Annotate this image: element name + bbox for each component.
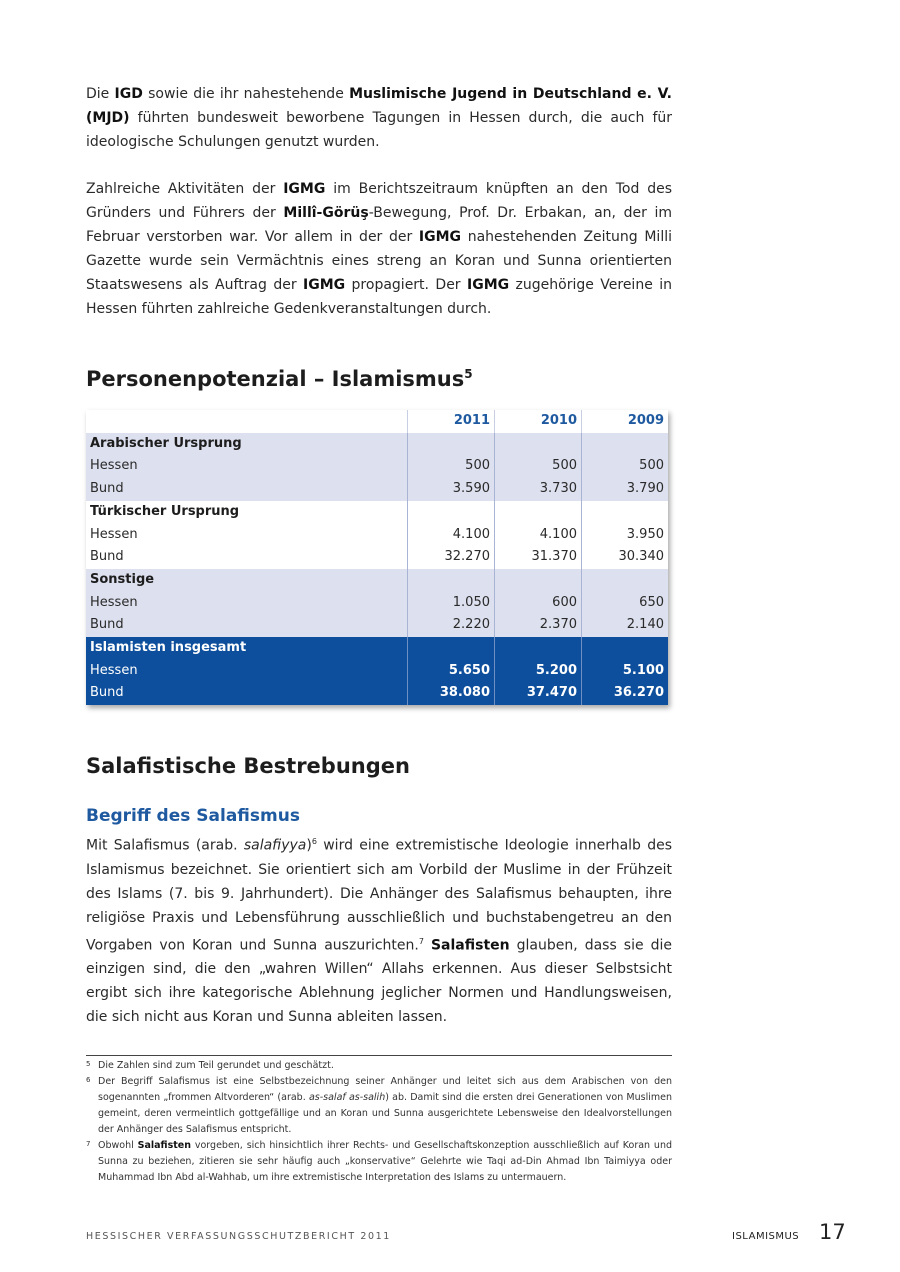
table-cell: 31.370	[495, 546, 582, 569]
table-cell: 36.270	[582, 682, 669, 705]
table-cell: 600	[495, 592, 582, 615]
table-cell: 5.100	[582, 660, 669, 683]
row-label: Bund	[86, 614, 408, 637]
table-cell: 4.100	[495, 524, 582, 547]
year-header: 2009	[582, 410, 669, 433]
table-cell: 500	[408, 455, 495, 478]
table-row	[86, 546, 668, 569]
section-heading: Salafistische Bestrebungen	[86, 754, 410, 778]
footnote-ref-6: 6	[311, 837, 317, 846]
row-label: Hessen	[86, 524, 408, 547]
footnote-7: 7 Obwohl Salafisten vorgeben, sich hinsichtlich ihrer Rechts- und Gesellschaftskonzeption ausschließlich auf Koran und Sunna zu beziehen, zitieren sie sehr häufig auch „konservative“ Gelehrte wie Taqi ad-Din Ahmad Ibn Taimiyya oder Muhammad Ibn Abd al-Wahhab, um ihre extremistische Interpretation des Islams zu untermauern.	[86, 1140, 672, 1183]
group-label: Arabischer Ursprung	[86, 433, 408, 456]
table-cell: 500	[582, 455, 669, 478]
footnote-ref-7: 7	[418, 936, 424, 946]
table-cell: 3.790	[582, 478, 669, 501]
table-cell: 3.950	[582, 524, 669, 547]
table-cell: 38.080	[408, 682, 495, 705]
row-label: Hessen	[86, 455, 408, 478]
table-cell: 500	[495, 455, 582, 478]
footnote-ref-5: 5	[464, 367, 473, 381]
intro-paragraph-2: Zahlreiche Aktivitäten der IGMG im Berichtszeitraum knüpften an den Tod des Gründers und Führers der Millî-Görüş-Bewegung, Prof. Dr. Erbakan, an, der im Februar verstorben war. Vor allem in der der IGMG nahestehenden Zeitung Milli Gazette wurde sein Vermächtnis eines streng an Koran und Sunna orientierten Staatswesens als Auftrag der IGMG propagiert. Der IGMG zugehörige Vereine in Hessen führten zahlreiche Gedenkveranstaltungen durch.	[86, 181, 673, 317]
table-cell: 2.140	[582, 614, 669, 637]
table-row	[86, 455, 668, 478]
salafism-paragraph: Mit Salafismus (arab. salafiyya)$^6$ wird eine extremistische Ideologie innerhalb des Islamismus bezeichnet. Sie orientiert sich am Vorbild der Muslime in der Frühzeit des Islams (7. bis 9. Jahrhundert). Die Anhänger des Salafismus behaupten, ihre religiöse Praxis und Lebensführung ausschließlich und buchstabengetreu an den Vorgaben von Koran und Sunna auszurichten.$^7$ Salafisten glauben, dass sie die einzigen sind, die den „wahren Willen“ Allahs erkennen. Aus dieser Selbstsicht ergibt sich ihre kategorische Ablehnung jeglicher Normen und Handlungsweisen, die sich nicht aus Koran und Sunna ableiten lassen.	[86, 837, 673, 1026]
row-label: Hessen	[86, 592, 408, 615]
group-label: Islamisten insgesamt	[86, 637, 408, 660]
total-row	[86, 660, 668, 683]
table-cell: 4.100	[408, 524, 495, 547]
footnote-5: 5 Die Zahlen sind zum Teil gerundet und geschätzt.	[86, 1060, 334, 1071]
footnotes	[86, 1058, 672, 1186]
table-cell: 2.370	[495, 614, 582, 637]
table-cell: 5.650	[408, 660, 495, 683]
table-cell: 650	[582, 592, 669, 615]
table-cell: 37.470	[495, 682, 582, 705]
personnel-table	[86, 410, 668, 705]
table-cell: 32.270	[408, 546, 495, 569]
row-label: Bund	[86, 478, 408, 501]
table-row	[86, 478, 668, 501]
table-row	[86, 614, 668, 637]
salafism-section	[86, 830, 672, 1029]
table-cell: 3.590	[408, 478, 495, 501]
table-cell: 2.220	[408, 614, 495, 637]
table-heading: Personenpotenzial – Islamismus$^5$	[86, 367, 473, 391]
year-header: 2011	[408, 410, 495, 433]
row-label: Hessen	[86, 660, 408, 683]
table-row	[86, 524, 668, 547]
table-cell: 5.200	[495, 660, 582, 683]
group-label: Türkischer Ursprung	[86, 501, 408, 524]
header-empty-cell	[86, 410, 408, 433]
total-group-row	[86, 637, 668, 660]
group-row	[86, 433, 668, 456]
running-footer-title: HESSISCHER VERFASSUNGSSCHUTZBERICHT 2011	[86, 1231, 391, 1242]
table-row	[86, 592, 668, 615]
table-cell: 1.050	[408, 592, 495, 615]
running-footer-section: ISLAMISMUS	[732, 1231, 800, 1242]
group-row	[86, 569, 668, 592]
group-row	[86, 501, 668, 524]
table-cell: 30.340	[582, 546, 669, 569]
page-number: 17	[819, 1220, 846, 1244]
footnote-divider	[86, 1055, 672, 1056]
footnote-6: 6 Der Begriff Salafismus ist eine Selbstbezeichnung seiner Anhänger und leitet sich aus dem Arabischen von den sogenannten „frommen Altvorderen“ (arab. as-salaf as-salih) ab. Damit sind die ersten drei Generationen von Muslimen gemeint, deren vermeintlich gottgefällige und an Koran und Sunna ausgerichtete Lebensweise den Idealvorstellungen der Anhänger des Salafismus entspricht.	[86, 1076, 672, 1135]
group-label: Sonstige	[86, 569, 408, 592]
intro-paragraph-1: Die IGD sowie die ihr nahestehende Muslimische Jugend in Deutschland e. V. (MJD) führten bundesweit beworbene Tagungen in Hessen durch, die auch für ideologische Schulungen genutzt wurden.	[86, 86, 673, 150]
year-header: 2010	[495, 410, 582, 433]
table-cell: 3.730	[495, 478, 582, 501]
table-header-row	[86, 410, 668, 433]
intro-section	[86, 82, 672, 321]
row-label: Bund	[86, 546, 408, 569]
subsection-heading: Begriff des Salafismus	[86, 806, 300, 826]
row-label: Bund	[86, 682, 408, 705]
total-row	[86, 682, 668, 705]
